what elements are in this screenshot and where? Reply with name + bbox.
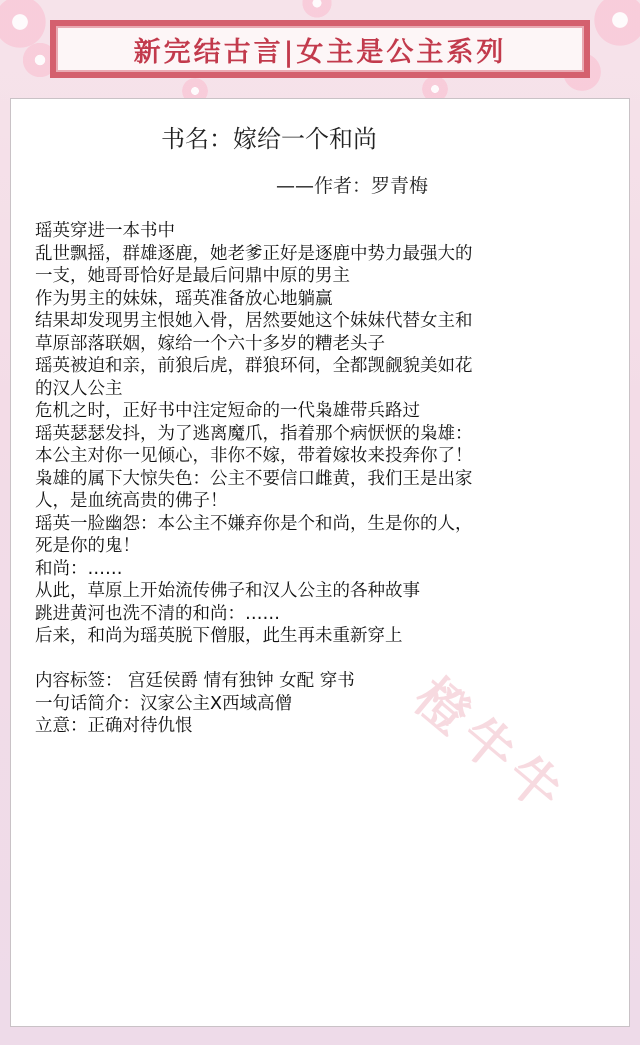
synopsis-line: 跳进黄河也洗不清的和尚：……: [35, 603, 280, 624]
synopsis-line: 乱世飘摇，群雄逐鹿，她老爹正好是逐鹿中势力最强大的: [35, 243, 473, 264]
banner-title: 新完结古言|女主是公主系列: [133, 36, 507, 68]
synopsis-line: 瑶英穿进一本书中: [35, 221, 175, 241]
synopsis-line: 本公主对你一见倾心，非你不嫁，带着嫁妆来投奔你了！: [35, 446, 473, 466]
header-banner: [50, 20, 590, 78]
synopsis-line: 和尚：……: [35, 558, 123, 579]
synopsis-line: 从此，草原上开始流传佛子和汉人公主的各种故事: [35, 581, 420, 601]
blossom-icon: [590, 0, 640, 50]
synopsis-line: 结果却发现男主恨她入骨，居然要她这个妹妹代替女主和: [35, 311, 473, 331]
book-title: 书名：嫁给一个和尚: [161, 125, 377, 153]
synopsis: [35, 220, 615, 738]
content-card: [10, 98, 630, 1027]
synopsis-line: 危机之时，正好书中注定短命的一代枭雄带兵路过: [35, 401, 420, 421]
synopsis-line: 死是你的鬼！: [35, 536, 140, 556]
synopsis-line: 的汉人公主: [35, 378, 123, 399]
one-line-summary: 一句话简介：汉家公主X西域高僧: [35, 693, 292, 714]
content-tags: 内容标签： 宫廷侯爵 情有独钟 女配 穿书: [35, 671, 355, 691]
synopsis-line: 作为男主的妹妹，瑶英准备放心地躺赢: [35, 288, 333, 309]
book-theme: 立意：正确对待仇恨: [35, 716, 193, 736]
synopsis-line: 瑶英被迫和亲，前狼后虎，群狼环伺，全都觊觎貌美如花: [35, 356, 473, 376]
synopsis-line: 后来，和尚为瑶英脱下僧服，此生再未重新穿上: [35, 626, 403, 646]
paragraph-gap: [35, 648, 615, 671]
synopsis-line: 瑶英一脸幽怨：本公主不嫌弃你是个和尚，生是你的人，: [35, 513, 473, 534]
blossom-icon: [0, 0, 50, 52]
blossom-icon: [300, 0, 334, 20]
author-line: ——作者：罗青梅: [276, 175, 429, 197]
synopsis-line: 人，是血统高贵的佛子！: [35, 491, 228, 511]
synopsis-line: 一支，她哥哥恰好是最后问鼎中原的男主: [35, 266, 350, 286]
banner-frame: [56, 26, 584, 72]
watermark-logo: 橙牛牛: [402, 666, 580, 829]
synopsis-line: 草原部落联姻，嫁给一个六十多岁的糟老头子: [35, 333, 385, 354]
synopsis-line: 枭雄的属下大惊失色：公主不要信口雌黄，我们王是出家: [35, 468, 473, 489]
synopsis-line: 瑶英瑟瑟发抖，为了逃离魔爪，指着那个病恹恹的枭雄：: [35, 423, 473, 444]
